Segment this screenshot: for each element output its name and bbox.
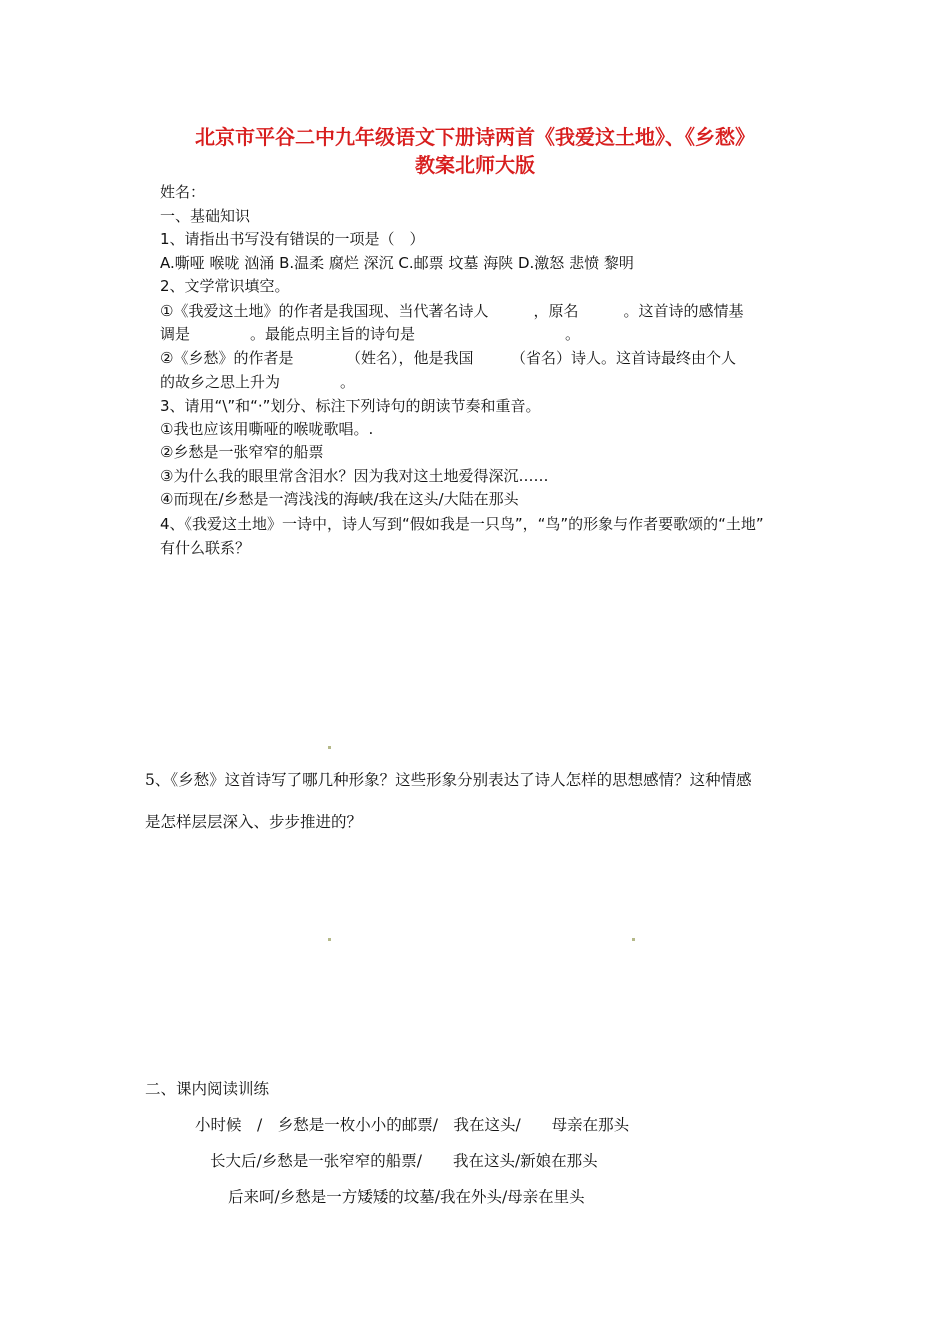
poem-line-3: 后来呵/乡愁是一方矮矮的坟墓/我在外头/母亲在里头 <box>228 1188 585 1206</box>
q4-line2: 有什么联系？ <box>160 539 251 557</box>
section1-heading: 一、基础知识 <box>160 207 251 225</box>
q5-line1: 5、《乡愁》这首诗写了哪几种形象？这些形象分别表达了诗人怎样的思想感情？这种情感 <box>145 771 752 789</box>
q2-line3: ②《乡愁》的作者是 （姓名），他是我国 （省名）诗人。这首诗最终由个人 <box>160 349 736 367</box>
q3-item-2: ②乡愁是一张窄窄的船票 <box>160 443 324 461</box>
scan-dot <box>328 746 331 749</box>
q3-prompt: 3、请用“\”和“·”划分、标注下列诗句的朗读节奏和重音。 <box>160 397 541 415</box>
q4-line1: 4、《我爱这土地》一诗中，诗人写到“假如我是一只鸟”，“鸟”的形象与作者要歌颂的“土地” <box>160 515 764 533</box>
q3-item-4: ④而现在/乡愁是一湾浅浅的海峡/我在这头/大陆在那头 <box>160 490 519 508</box>
q3-item-3: ③为什么我的眼里常含泪水？因为我对这土地爱得深沉…… <box>160 467 549 485</box>
q1-options: A.嘶哑 喉咙 汹涌 B.温柔 腐烂 深沉 C.邮票 坟墓 海陕 D.激怒 悲愤 黎明 <box>160 254 634 272</box>
poem-line-1: 小时候 / 乡愁是一枚小小的邮票/ 我在这头/ 母亲在那头 <box>195 1116 630 1134</box>
q5-line2: 是怎样层层深入、步步推进的？ <box>145 813 363 831</box>
q3-item-1: ①我也应该用嘶哑的喉咙歌唱。. <box>160 420 374 438</box>
document-title-line2: 教案北师大版 <box>415 153 535 177</box>
poem-line-2: 长大后/乡愁是一张窄窄的船票/ 我在这头/新娘在那头 <box>210 1152 598 1170</box>
q2-line1: ①《我爱这土地》的作者是我国现、当代著名诗人 ，原名 。这首诗的感情基 <box>160 302 744 320</box>
q2-prompt: 2、文学常识填空。 <box>160 277 290 295</box>
name-label: 姓名： <box>160 183 206 201</box>
section2-heading: 二、课内阅读训练 <box>145 1080 270 1098</box>
scan-dot <box>632 938 635 941</box>
q2-line4: 的故乡之思上升为 。 <box>160 373 356 391</box>
document-title-line1: 北京市平谷二中九年级语文下册诗两首《我爱这土地》、《乡愁》 <box>195 125 755 149</box>
q2-line2: 调是 。最能点明主旨的诗句是 。 <box>160 325 581 343</box>
scan-dot <box>328 938 331 941</box>
q1-prompt: 1、请指出书写没有错误的一项是（ ） <box>160 230 425 248</box>
